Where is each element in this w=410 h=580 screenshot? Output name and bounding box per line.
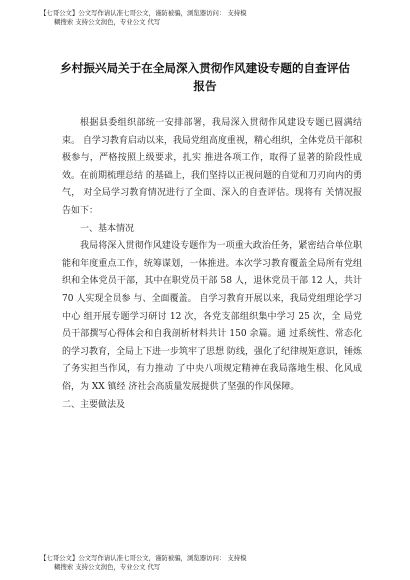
section-heading-basic: 一、基本情况 bbox=[80, 223, 135, 234]
bottom-banner bbox=[40, 554, 370, 572]
document-body bbox=[62, 115, 365, 414]
banner-line-1: 【七哥公文】公文写作请认准七哥公文，谨防被骗，浏览器访问： 支持模 bbox=[40, 554, 247, 562]
section-heading-practices: 二、主要做法及 bbox=[62, 399, 126, 410]
paragraph-intro: 根据县委组织部统一安排部署，我局深入贯彻作风建设专题已圆满结束。 自学习教育启动以来，我局党组高度重视，精心组织，全体党员干部积极参与，严格按照上级要求，扎实 推进各项工作，取得了显著的阶段性成效。在前期梳理总结 的基础上，我们坚持以正视问题的自觉和刀刃向内的勇气， 对全局学习教育情况进行了全面、深入的自查评估。现将有 关情况报告如下： bbox=[62, 118, 362, 216]
top-banner bbox=[40, 9, 370, 27]
title-line-1: 乡村振兴局关于在全局深入贯彻作风建设专题的自查评估 bbox=[60, 61, 350, 75]
title-line-2: 报告 bbox=[193, 79, 217, 93]
paragraph-basic-situation: 我局将深入贯彻作风建设专题作为一项重大政治任务，紧密结合单位职能和年度重点工作，统筹谋划，一体推进。本次学习教育覆盖全局所有党组织和全体党员干部，其中在职党员干部 58 人，退休党员干部 12 人，共计 70 人实现全员参 与、全面覆盖。 自学习教育开展以来，我局党组理论学习中心 组开展专题学习研讨 12 次，各党支部组织集中学习 25 次，全 局党员干部撰写心得体会和自我剖析材料共计 150 余篇。通 过系统性、常态化的学习教育，全局上下进一步筑牢了思想 防线，强化了纪律规矩意识，锤炼了务实担当作风，有力推动 了中央八项规定精神在我局落地生根、化风成俗，为 XX 镇经 济社会高质量发展提供了坚强的作风保障。 bbox=[62, 241, 365, 392]
banner-line-2: 糊搜索 支持公文润色，专业公文 代写 bbox=[54, 18, 161, 26]
banner-line-1: 【七哥公文】公文写作请认准七哥公文，谨防被骗，浏览器访问： 支持模 bbox=[40, 9, 247, 17]
banner-line-2: 糊搜索 支持公文润色，专业公文 代写 bbox=[54, 563, 161, 571]
document-title bbox=[40, 59, 370, 95]
